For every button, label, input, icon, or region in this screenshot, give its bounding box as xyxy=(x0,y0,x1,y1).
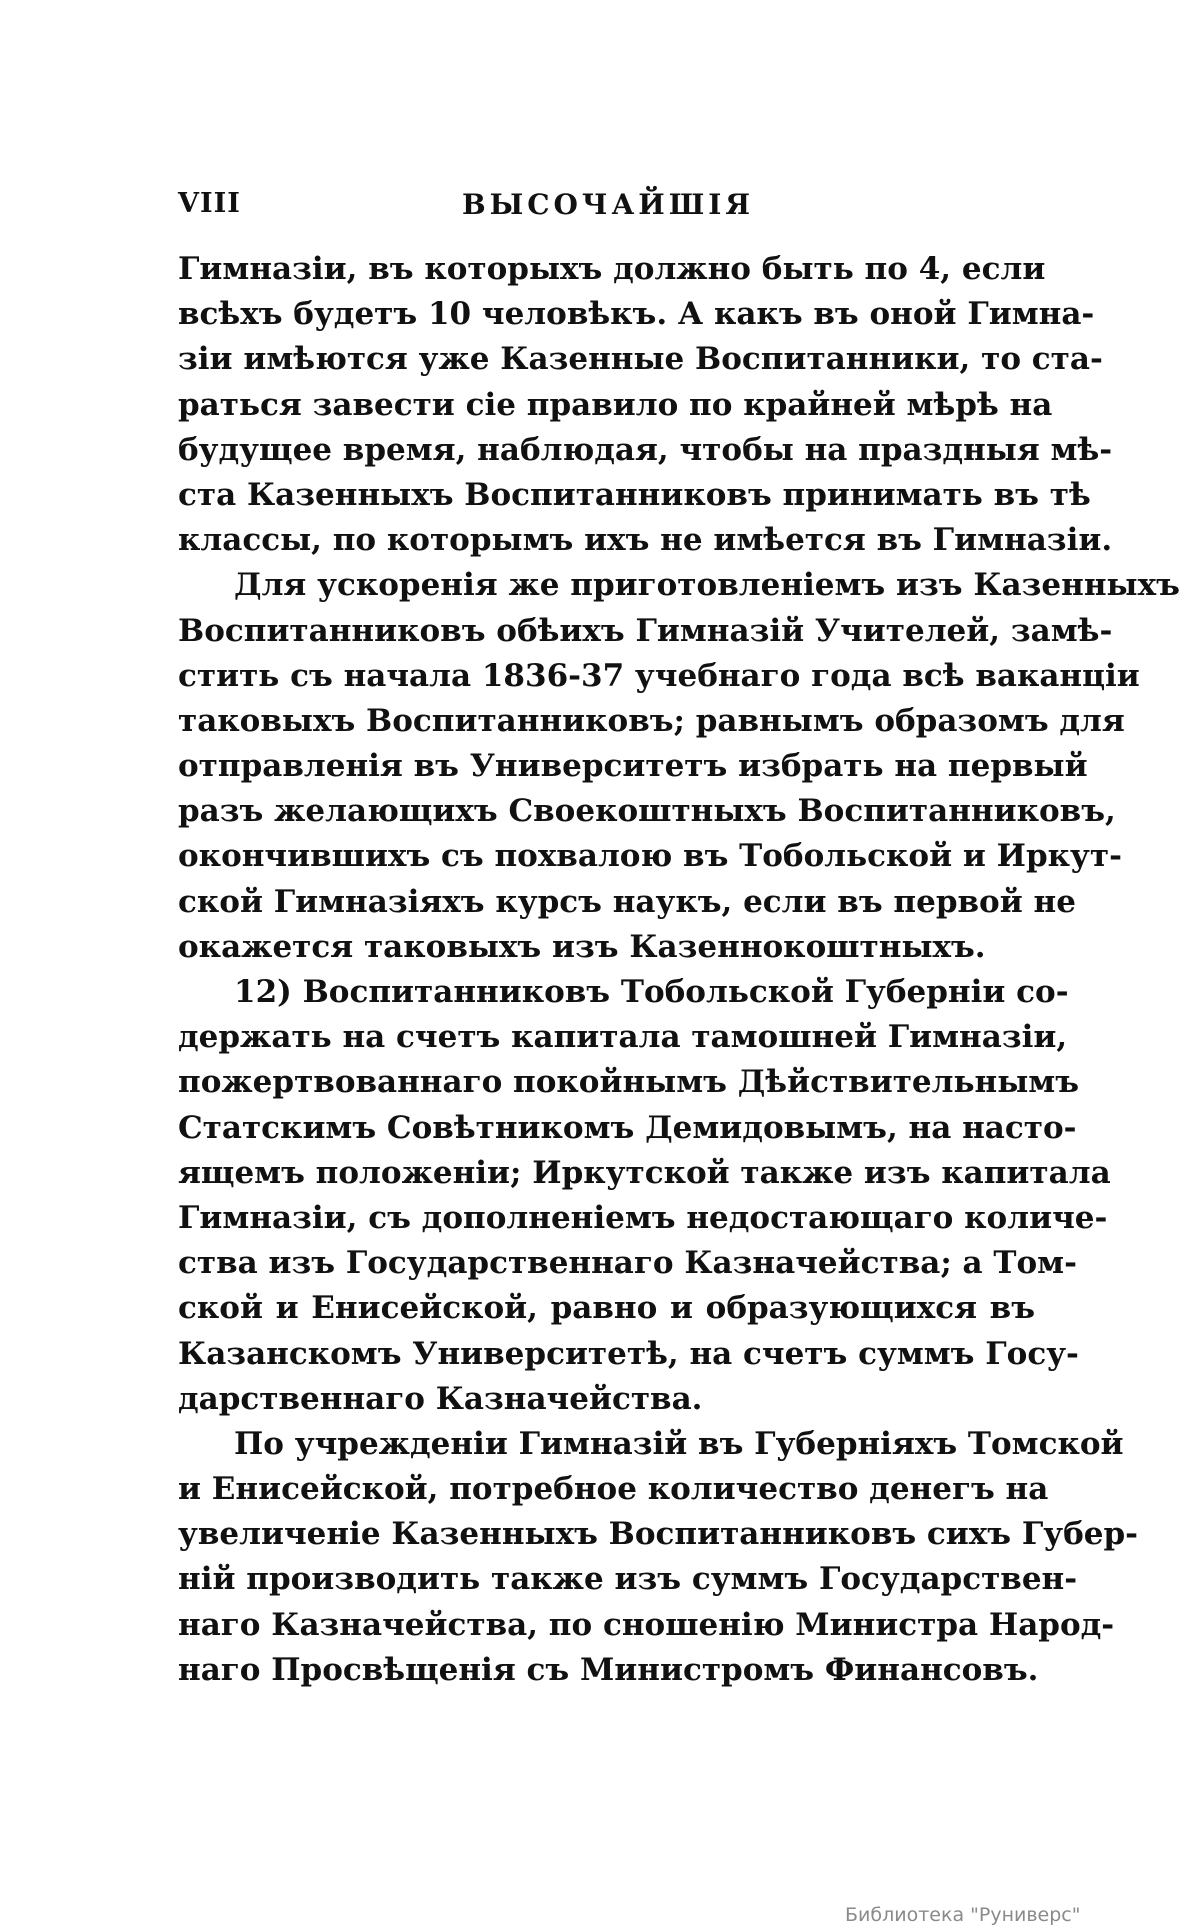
text-line: разъ желающихъ Своекоштныхъ Воспитанниковъ, xyxy=(178,793,1116,830)
text-line: Статскимъ Совѣтникомъ Демидовымъ, на насто- xyxy=(178,1109,1077,1146)
text-line: зіи имѣются уже Казенные Воспитанники, то ста- xyxy=(178,341,1103,378)
text-line: Для ускоренія же приготовленіемъ изъ Казенныхъ xyxy=(234,567,1180,604)
text-line: увеличеніе Казенныхъ Воспитанниковъ сихъ Губер- xyxy=(178,1516,1139,1553)
text-line: наго Просвѣщенія съ Министромъ Финансовъ. xyxy=(178,1651,1039,1688)
text-line: Гимназіи, съ дополненіемъ недостающаго количе- xyxy=(178,1199,1108,1236)
text-line: наго Казначейства, по сношенію Министра Народ- xyxy=(178,1606,1115,1643)
paragraph-4 xyxy=(178,1422,1139,1693)
text-line: всѣхъ будетъ 10 человѣкъ. А какъ въ оной Гимна- xyxy=(178,296,1095,333)
text-line: ской и Енисейской, равно и образующихся въ xyxy=(178,1290,1035,1327)
text-line: По учрежденіи Гимназій въ Губерніяхъ Томской xyxy=(234,1425,1124,1462)
library-watermark: Библиотека "Руниверс" xyxy=(845,1904,1081,1926)
page-header xyxy=(178,188,1035,228)
text-line: держать на счетъ капитала тамошней Гимназіи, xyxy=(178,1019,1068,1056)
paragraph-3 xyxy=(178,970,1111,1422)
text-line: классы, по которымъ ихъ не имѣется въ Гимназіи. xyxy=(178,522,1113,559)
text-line: ящемъ положеніи; Иркутской также изъ капитала xyxy=(178,1154,1111,1191)
running-head: ВЫСОЧАЙШІЯ xyxy=(461,188,755,221)
text-line: отправленія въ Университетъ избрать на первый xyxy=(178,748,1088,785)
text-line: ній производить также изъ суммъ Государствен- xyxy=(178,1561,1078,1598)
text-line: дарственнаго Казначейства. xyxy=(178,1380,703,1417)
text-line: окажется таковыхъ изъ Казеннокоштныхъ. xyxy=(178,928,986,965)
text-line: окончившихъ съ похвалою въ Тобольской и Иркут- xyxy=(178,838,1122,875)
text-line: и Енисейской, потребное количество денегъ на xyxy=(178,1471,1049,1508)
text-line: Гимназіи, въ которыхъ должно быть по 4, если xyxy=(178,251,1046,287)
text-line: раться завести сіе правило по крайней мѣрѣ на xyxy=(178,386,1053,423)
text-line: пожертвованнаго покойнымъ Дѣйствительнымъ xyxy=(178,1064,1080,1101)
text-line: Казанскомъ Университетѣ, на счетъ суммъ Госу- xyxy=(178,1335,1079,1372)
text-line: ста Казенныхъ Воспитанниковъ принимать въ тѣ xyxy=(178,476,1091,513)
text-line: будущее время, наблюдая, чтобы на праздныя мѣ- xyxy=(178,431,1113,468)
text-line: ства изъ Государственнаго Казначейства; а Том- xyxy=(178,1245,1077,1282)
text-line: таковыхъ Воспитанниковъ; равнымъ образомъ для xyxy=(178,702,1125,739)
paragraph-1 xyxy=(178,247,1113,563)
text-line: стить съ начала 1836-37 учебнаго года всѣ ваканціи xyxy=(178,657,1140,694)
body-text xyxy=(178,247,1180,1693)
paragraph-2 xyxy=(178,563,1180,970)
text-line: ской Гимназіяхъ курсъ наукъ, если въ первой не xyxy=(178,883,1076,920)
page-number: VIII xyxy=(178,188,241,219)
text-line: Воспитанниковъ обѣихъ Гимназій Учителей, замѣ- xyxy=(178,612,1113,649)
text-line: 12) Воспитанниковъ Тобольской Губерніи со- xyxy=(234,974,1069,1010)
